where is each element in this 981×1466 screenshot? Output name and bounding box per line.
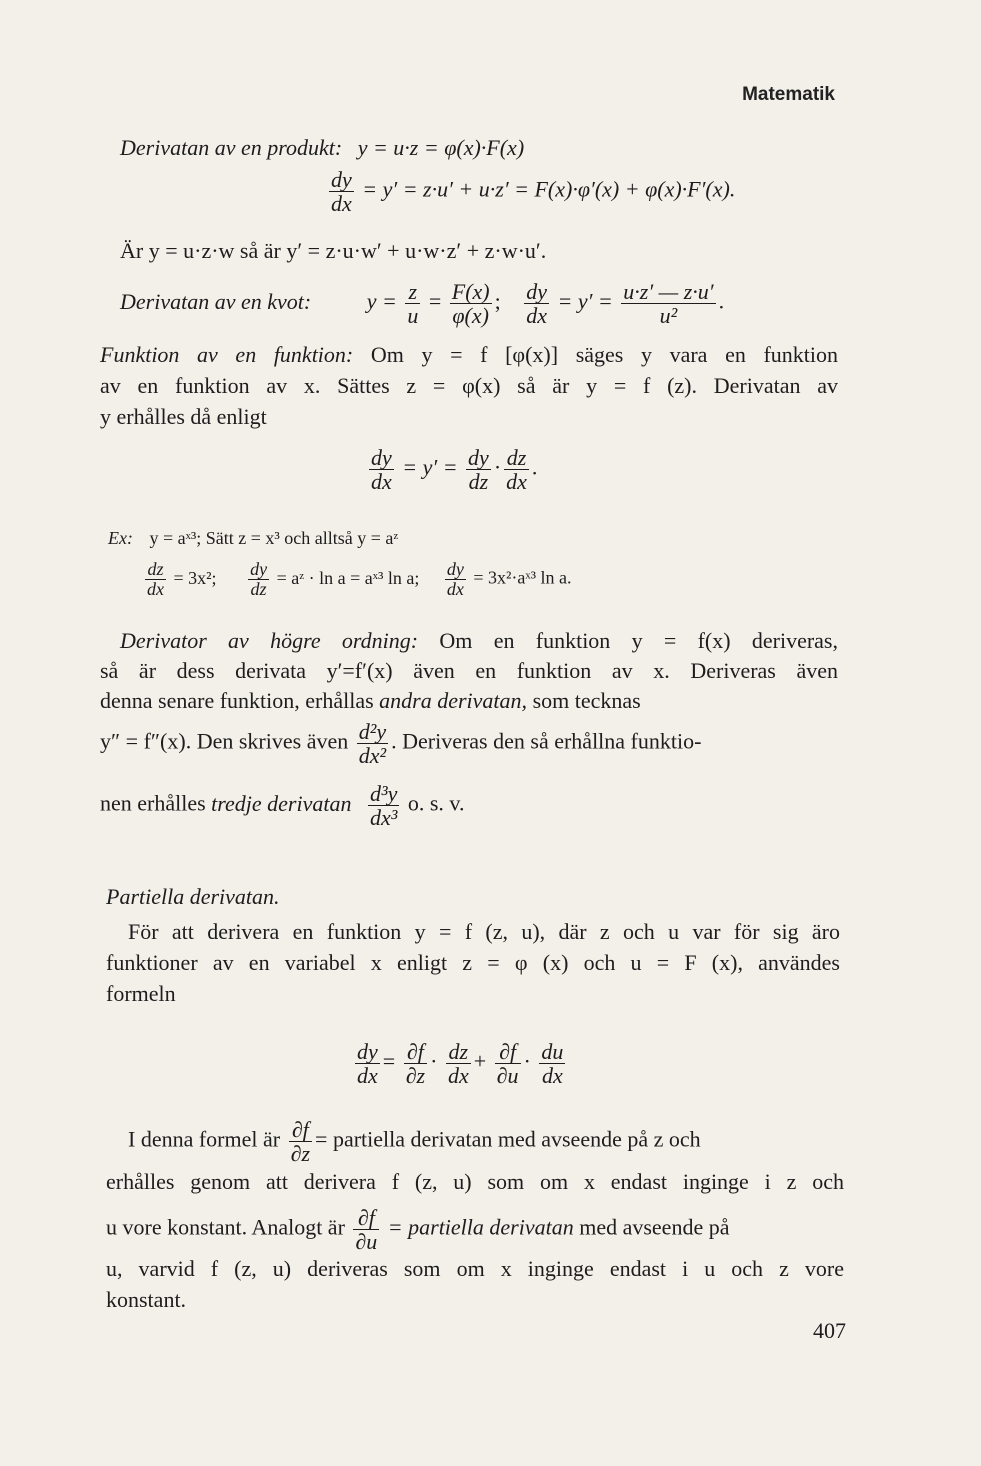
partial-text-line-5: erhålles genom att derivera f (z, u) som om x endast inginge i z och: [106, 1169, 844, 1194]
partial-text-line-2: funktioner av en variabel x enligt z = φ (x) och u = F (x), användes: [106, 950, 840, 975]
product-derivative-rhs: = y′ = z·u′ + u·z′ = F(x)·φ′(x) + φ(x)·F′(x).: [362, 176, 736, 202]
product-rule-label: Derivatan av en produkt:: [120, 135, 343, 160]
chain-rule-label: Funktion av en funktion:: [100, 342, 354, 367]
dy-dz-fraction: $\frac{dy}{dz}$: [468, 445, 489, 495]
quotient-rule-line: Derivatan av en kvot: y = $\frac{z}{u}$ = $\frac{F(x)}{\varphi(x)}$ ; $\frac{dy}{dx}$ = y′ = $\frac{u\cdot z' — z\cdot u'}{\text{u²}}$ .: [120, 279, 725, 329]
higher-derivatives-line-1: Derivator av högre ordning: Om en funktion y = f(x) deriveras,: [120, 628, 838, 653]
F-over-phi-fraction: $\frac{F(x)}{\varphi(x)}$: [451, 279, 490, 329]
partial-text-line-8: konstant.: [106, 1287, 187, 1312]
page-number: 407: [813, 1318, 846, 1343]
product-rule-line: [120, 135, 524, 161]
triple-product-line: Är y = u·z·w så är y′ = z·u·w′ + u·w·z′ + z·w·u′.: [120, 238, 547, 263]
dy-dx-fraction: $\frac{dy}{dx}$: [446, 559, 464, 599]
partial-derivative-heading: Partiella derivatan.: [106, 884, 280, 909]
dy-dx-fraction: $\frac{dy}{dx}$: [526, 279, 547, 329]
partial-text-line-4: I denna formel är $\frac{\partial f}{\partial z}$ = partiella derivatan med avseende på z och: [128, 1117, 701, 1167]
dy-dz-fraction: $\frac{dy}{dz}$: [250, 559, 268, 599]
partial-chain-formula: $\frac{dy}{dx}$ = $\frac{\partial f}{\partial z}$ · $\frac{dz}{dx}$ + $\frac{\partial f}{\partial u}$ · $\frac{du}{dx}$: [357, 1039, 564, 1089]
dy-dx-fraction: $\frac{dy}{dx}$: [371, 445, 392, 495]
higher-derivatives-line-3: denna senare funktion, erhållas andra derivatan, som tecknas: [100, 688, 641, 713]
partial-text-line-3: formeln: [106, 981, 176, 1006]
higher-derivatives-line-2: så är dess derivata y′=f′(x) även en funktion av x. Deriveras även: [100, 658, 838, 683]
dy-dx-fraction: $\frac{dy}{dx}$: [357, 1039, 378, 1089]
chain-rule-formula: $\frac{dy}{dx}$ = y′ = $\frac{dy}{dz}$ · $\frac{dz}{dx}$ .: [371, 445, 538, 495]
higher-derivatives-line-5: nen erhålles tredje derivatan $\frac{\text{d³y}}{\text{dx³}}$ o. s. v.: [100, 781, 465, 831]
dz-dx-fraction: $\frac{dz}{dx}$: [506, 445, 527, 495]
higher-derivatives-label: Derivator av högre ordning:: [120, 628, 419, 653]
z-over-u-fraction: $\frac{z}{u}$: [407, 279, 419, 329]
third-derivative-fraction: $\frac{\text{d³y}}{\text{dx³}}$: [370, 781, 398, 831]
example-line-1: Ex: y = aˣ³; Sätt z = x³ och alltså y = aᶻ: [108, 528, 399, 548]
example-line-2: $\frac{dz}{dx}$ = 3x²; $\frac{dy}{dz}$ = aᶻ · ln a = aˣ³ ln a; $\frac{dy}{dx}$ = 3x²·aˣ³ ln a.: [147, 559, 572, 599]
running-header: Matematik: [742, 84, 835, 105]
df-dz-fraction: $\frac{\partial f}{\partial z}$: [290, 1117, 311, 1167]
chain-rule-text-line-2: av en funktion av x. Sättes z = φ(x) så är y = f (z). Derivatan av: [100, 373, 838, 398]
partial-text-line-6: u vore konstant. Analogt är $\frac{\partial f}{\partial u}$ = partiella derivatan med avseende på: [106, 1205, 730, 1255]
quotient-rule-label: Derivatan av en kvot:: [120, 288, 312, 314]
partial-text-line-7: u, varvid f (z, u) deriveras som om x inginge endast i u och z vore: [106, 1256, 844, 1281]
example-label: Ex:: [108, 528, 133, 548]
df-du-fraction: $\frac{\partial f}{\partial u}$: [355, 1205, 378, 1255]
product-derivative-line: [326, 168, 735, 215]
chain-rule-text-line-1: Funktion av en funktion: Om y = f [φ(x)] säges y vara en funktion: [100, 342, 839, 367]
df-du-fraction: $\frac{\partial f}{\partial u}$: [496, 1039, 519, 1089]
chain-rule-text-line-3: y erhålles då enligt: [100, 404, 267, 429]
product-rule-formula: y = u·z = φ(x)·F(x): [357, 135, 525, 160]
dz-dx-fraction: $\frac{dz}{dx}$: [147, 559, 164, 599]
dy-dx-fraction: $\frac{dy}{dx}$: [331, 167, 352, 217]
quotient-derivative-fraction: $\frac{u\cdot z' — z\cdot u'}{\text{u²}}$: [623, 279, 714, 329]
higher-derivatives-line-4: y″ = f″(x). Den skrives även $\frac{\text{d²y}}{\text{dx²}}$ . Deriveras den så erhållna funktio-: [100, 719, 702, 769]
dz-dx-fraction: $\frac{dz}{dx}$: [447, 1039, 469, 1089]
du-dx-fraction: $\frac{du}{dx}$: [541, 1039, 564, 1089]
partial-text-line-1: För att derivera en funktion y = f (z, u), där z och u var för sig äro: [128, 919, 840, 944]
second-derivative-fraction: $\frac{\text{d²y}}{\text{dx²}}$: [358, 719, 387, 769]
df-dz-fraction: $\frac{\partial f}{\partial z}$: [405, 1039, 426, 1089]
